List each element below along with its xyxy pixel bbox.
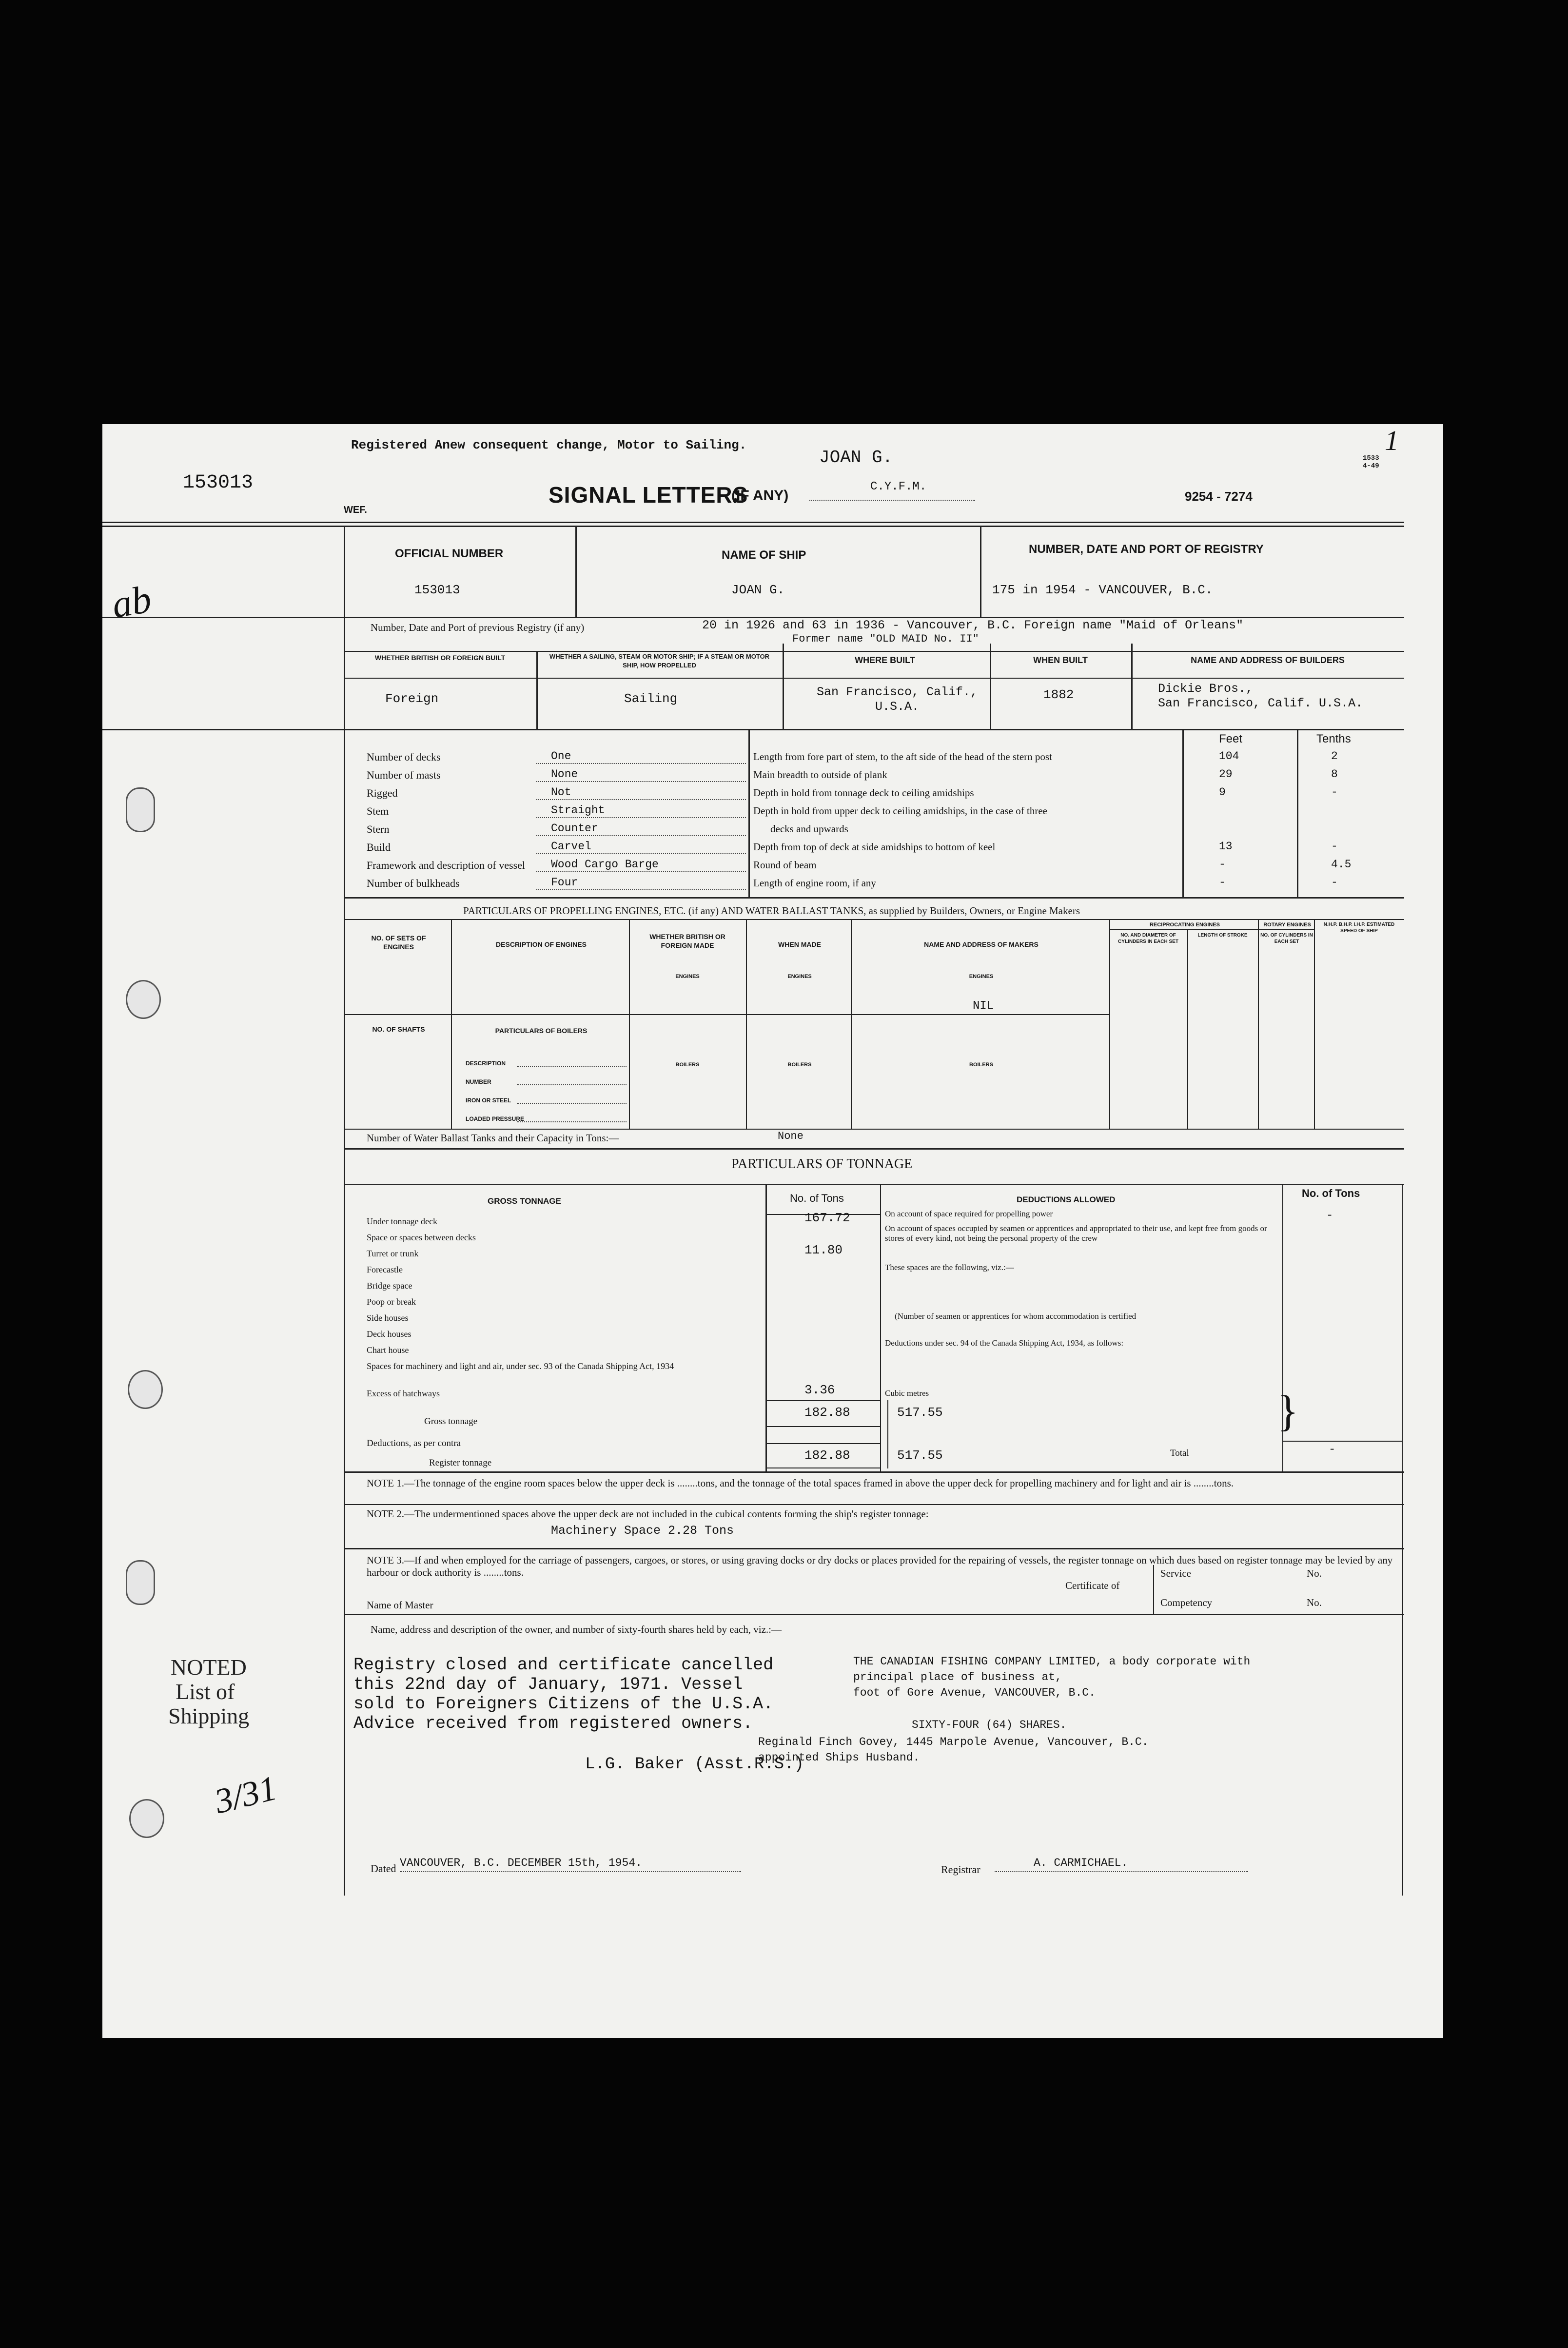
tonnage-row-label: Excess of hatchways <box>367 1389 440 1398</box>
dotted-leader <box>536 763 746 764</box>
particular-value: None <box>551 768 578 781</box>
deduction-4: (Number of seamen or apprentices for whom accommodation is certified <box>895 1311 1137 1321</box>
competency-label: Competency <box>1160 1597 1213 1608</box>
tonnage-row-value: 11.80 <box>804 1243 843 1257</box>
margin-mark: ab <box>108 577 155 627</box>
col-nhp: N.H.P. B.H.P. I.H.P. ESTIMATED SPEED OF SHIP <box>1323 922 1395 934</box>
deductions-contra-label: Deductions, as per contra <box>367 1438 461 1448</box>
signal-if-any: (IF ANY) <box>731 488 789 504</box>
punch-hole-1 <box>126 787 155 832</box>
ship-name: JOAN G. <box>731 583 785 597</box>
ballast-value: None <box>778 1130 804 1142</box>
total-value: - <box>1329 1443 1336 1456</box>
previous-registry: 20 in 1926 and 63 in 1936 - Vancouver, B.C. Foreign name "Maid of Orleans" <box>702 618 1244 632</box>
engines-nil: NIL <box>973 999 994 1013</box>
dated-label: Dated <box>371 1862 396 1875</box>
col-cylinders: NO. OF CYLINDERS IN EACH SET <box>1260 933 1313 944</box>
tonnage-row-label: Deck houses <box>367 1329 412 1339</box>
dimension-feet: 13 <box>1219 840 1233 853</box>
brace-mark: } <box>1277 1387 1299 1435</box>
tonnage-row-label: Forecastle <box>367 1265 403 1274</box>
col-desc-engines: DESCRIPTION OF ENGINES <box>496 940 587 948</box>
owner-line: THE CANADIAN FISHING COMPANY LIMITED, a body corporate with <box>853 1655 1251 1668</box>
tonnage-row-value: 167.72 <box>804 1211 850 1225</box>
tonnage-row-label: Space or spaces between decks <box>367 1233 476 1242</box>
competency-no-label: No. <box>1307 1597 1322 1608</box>
service-label: Service <box>1160 1567 1191 1579</box>
particular-label: Stern <box>367 823 390 835</box>
tonnage-row-label: Turret or trunk <box>367 1249 419 1258</box>
engines-word-3: ENGINES <box>969 974 994 979</box>
tenths-header: Tenths <box>1316 732 1351 745</box>
when-built-label: WHEN BUILT <box>1033 655 1088 665</box>
boilers-word-2: BOILERS <box>787 1062 812 1068</box>
former-name: Former name "OLD MAID No. II" <box>792 633 979 645</box>
engines-word-1: ENGINES <box>675 974 700 979</box>
deduction-1: On account of space required for propelling power <box>885 1209 1053 1218</box>
web-mark: WEF. <box>344 505 367 515</box>
ships-husband-2: appointed Ships Husband. <box>758 1751 920 1764</box>
particular-value: Not <box>551 786 571 799</box>
col-british-made: WHETHER BRITISH OR FOREIGN MADE <box>649 933 725 949</box>
feet-header: Feet <box>1219 732 1243 745</box>
gross-tonnage-tons: 182.88 <box>804 1405 850 1420</box>
deduction-value: - <box>1326 1209 1333 1222</box>
dimension-feet: 9 <box>1219 786 1226 799</box>
boilers-word-3: BOILERS <box>969 1062 993 1068</box>
tonnage-row-label: Poop or break <box>367 1297 416 1307</box>
dotted-leader <box>536 799 746 800</box>
engines-title: PARTICULARS OF PROPELLING ENGINES, ETC. (if any) AND WATER BALLAST TANKS, as supplied by Builders, Owners, or Engine Makers <box>463 905 1080 917</box>
note-3: NOTE 3.—If and when employed for the carriage of passengers, cargoes, or stores, or using graving docks or dry docks or places provided for the repairing of vessels, the register tonnage on which dues based on register tonnage may be levied by any harbour or dock authority is ........tons. <box>367 1554 1393 1578</box>
boiler-row-label: DESCRIPTION <box>466 1060 506 1067</box>
dotted-leader <box>517 1066 627 1067</box>
owner-line: principal place of business at, <box>853 1671 1062 1683</box>
boilers-title: PARTICULARS OF BOILERS <box>495 1027 588 1035</box>
particular-label: Number of decks <box>367 751 441 763</box>
dimension-tenths: 8 <box>1331 768 1338 781</box>
particular-label: Number of masts <box>367 769 441 781</box>
previous-registry-label: Number, Date and Port of previous Registry (if any) <box>371 622 585 633</box>
closure-line: sold to Foreigners Citizens of the U.S.A. <box>353 1694 774 1714</box>
tonnage-row-label: Bridge space <box>367 1281 412 1291</box>
note-2: NOTE 2.—The undermentioned spaces above the upper deck are not included in the cubical contents forming the ship's register tonnage: <box>367 1508 929 1520</box>
ship-title: JOAN G. <box>819 448 893 468</box>
punch-hole-2 <box>126 980 161 1019</box>
dotted-leader <box>536 889 746 890</box>
gross-tonnage-header: GROSS TONNAGE <box>488 1196 561 1206</box>
closure-line: this 22nd day of January, 1971. Vessel <box>353 1675 743 1694</box>
when-built: 1882 <box>1043 687 1074 702</box>
dimension-tenths: - <box>1331 876 1338 889</box>
master-label: Name of Master <box>367 1599 433 1611</box>
tonnage-row-label: Side houses <box>367 1313 409 1323</box>
dotted-leader <box>536 871 746 872</box>
signal-letters-value: C.Y.F.M. <box>870 480 927 493</box>
col-recip: RECIPROCATING ENGINES <box>1149 922 1220 928</box>
closure-line: Advice received from registered owners. <box>353 1714 753 1733</box>
dimension-feet: - <box>1219 876 1226 889</box>
tonnage-row-label: Chart house <box>367 1345 409 1355</box>
registry-ndp: 175 in 1954 - VANCOUVER, B.C. <box>992 583 1213 597</box>
col-sets-engines: NO. OF SETS OF ENGINES <box>371 934 426 951</box>
particular-label: Build <box>367 841 391 853</box>
particular-label: Stem <box>367 805 389 817</box>
dotted-leader <box>536 853 746 854</box>
particular-value: Carvel <box>551 840 591 853</box>
dotted-leader <box>517 1121 627 1122</box>
engines-word-2: ENGINES <box>787 974 812 979</box>
where-built: San Francisco, Calif., U.S.A. <box>816 685 978 714</box>
gross-tonnage-label: Gross tonnage <box>424 1416 478 1427</box>
registrar-value: A. CARMICHAEL. <box>1034 1857 1128 1869</box>
reference-codes: 9254 - 7274 <box>1185 489 1253 504</box>
no-of-shafts: NO. OF SHAFTS <box>372 1025 425 1033</box>
dotted-leader <box>536 835 746 836</box>
particular-value: Counter <box>551 822 598 835</box>
particular-value: One <box>551 750 571 763</box>
col-stroke: LENGTH OF STROKE <box>1197 933 1248 938</box>
note-2-value: Machinery Space 2.28 Tons <box>551 1524 734 1538</box>
amend-note: Registered Anew consequent change, Motor to Sailing. <box>351 438 747 452</box>
tons-header: No. of Tons <box>790 1192 844 1204</box>
registrar-label: Registrar <box>941 1863 980 1876</box>
registry-ndp-label: NUMBER, DATE AND PORT OF REGISTRY <box>1029 543 1264 556</box>
official-number: 153013 <box>414 583 460 597</box>
gross-tonnage-cubic: 517.55 <box>897 1405 943 1420</box>
margin-note: 3/31 <box>211 1768 281 1821</box>
particular-value: Straight <box>551 804 605 817</box>
register-tonnage-tons: 182.88 <box>804 1448 850 1463</box>
tonnage-row-value: 3.36 <box>804 1383 835 1397</box>
col-makers: NAME AND ADDRESS OF MAKERS <box>924 940 1039 948</box>
boilers-word-1: BOILERS <box>675 1062 700 1068</box>
tonnage-row-label: Spaces for machinery and light and air, under sec. 93 of the Canada Shipping Act, 1934 <box>367 1361 674 1371</box>
particular-value: Wood Cargo Barge <box>551 858 659 871</box>
col-diameter: NO. AND DIAMETER OF CYLINDERS IN EACH SET <box>1118 933 1178 944</box>
dotted-leader <box>517 1084 627 1085</box>
deductions-header: DEDUCTIONS ALLOWED <box>1017 1195 1116 1204</box>
closure-line: Registry closed and certificate cancelled <box>353 1655 774 1675</box>
deduction-3: These spaces are the following, viz.:— <box>885 1263 1014 1272</box>
dimension-tenths: - <box>1331 840 1338 853</box>
punch-hole-4 <box>126 1560 155 1605</box>
dimension-label: Depth in hold from upper deck to ceiling amidships, in the case of three <box>753 805 1048 817</box>
dimension-tenths: 4.5 <box>1331 858 1352 871</box>
certificate-label: Certificate of <box>1065 1580 1120 1591</box>
boiler-row-label: NUMBER <box>466 1078 491 1085</box>
punch-hole-3 <box>128 1370 163 1409</box>
right-tons-header: No. of Tons <box>1302 1187 1360 1199</box>
dotted-leader <box>517 1103 627 1104</box>
dimension-feet: 104 <box>1219 750 1239 763</box>
dimension-label: Length from fore part of stem, to the aft side of the head of the stern post <box>753 751 1052 763</box>
tonnage-row-label: Under tonnage deck <box>367 1216 437 1226</box>
dimension-label: Length of engine room, if any <box>753 877 876 889</box>
ballast-label: Number of Water Ballast Tanks and their Capacity in Tons:— <box>367 1132 619 1144</box>
particular-label: Framework and description of vessel <box>367 859 526 871</box>
official-number-label: OFFICIAL NUMBER <box>395 547 504 560</box>
dimension-tenths: 2 <box>1331 750 1338 763</box>
punch-hole-5 <box>129 1799 164 1838</box>
dated-value: VANCOUVER, B.C. DECEMBER 15th, 1954. <box>400 1857 642 1869</box>
dimension-feet: - <box>1219 858 1226 871</box>
ship-type: Sailing <box>624 691 678 706</box>
shares: SIXTY-FOUR (64) SHARES. <box>912 1719 1067 1731</box>
dimension-tenths: - <box>1331 786 1338 799</box>
particular-label: Number of bulkheads <box>367 877 460 889</box>
register-tonnage-cubic: 517.55 <box>897 1448 943 1463</box>
particular-label: Rigged <box>367 787 398 799</box>
dimension-label: decks and upwards <box>770 823 848 835</box>
dimension-label: Depth from top of deck at side amidships to bottom of keel <box>753 841 996 853</box>
deduction-2: On account of spaces occupied by seamen or apprentices and appropriated to their use, and kept free from goods or stores of every kind, not being the personal property of the crew <box>885 1224 1267 1243</box>
col-rotary: ROTARY ENGINES <box>1263 922 1311 928</box>
form-code: 1533 4-49 <box>1363 454 1379 470</box>
total-label: Total <box>1170 1448 1189 1458</box>
col-when-made: WHEN MADE <box>778 940 821 948</box>
dimension-feet: 29 <box>1219 768 1233 781</box>
deduction-5: Deductions under sec. 94 of the Canada Shipping Act, 1934, as follows: <box>885 1338 1124 1348</box>
ships-husband-1: Reginald Finch Govey, 1445 Marpole Avenue, Vancouver, B.C. <box>758 1736 1149 1748</box>
british-label: WHETHER BRITISH OR FOREIGN BUILT <box>374 654 506 662</box>
tonnage-title: PARTICULARS OF TONNAGE <box>731 1156 913 1172</box>
builders-1: Dickie Bros., <box>1158 682 1254 696</box>
builders-2: San Francisco, Calif. U.S.A. <box>1158 696 1363 710</box>
owner-line: foot of Gore Avenue, VANCOUVER, B.C. <box>853 1686 1096 1699</box>
official-number-margin: 153013 <box>183 472 254 494</box>
page-mark: 1 <box>1385 425 1399 456</box>
noted-stamp: NOTED List of Shipping <box>168 1655 250 1728</box>
signal-letters-label: SIGNAL LETTERS <box>549 482 748 508</box>
ship-name-label: NAME OF SHIP <box>722 548 806 562</box>
closure-signature: L.G. Baker (Asst.R.S.) <box>585 1755 804 1774</box>
dimension-label: Depth in hold from tonnage deck to ceiling amidships <box>753 787 974 799</box>
british-value: Foreign <box>385 691 439 706</box>
dotted-leader <box>536 817 746 818</box>
ship-type-label: WHETHER A SAILING, STEAM OR MOTOR SHIP; IF A STEAM OR MOTOR SHIP, HOW PROPELLED <box>549 653 770 669</box>
boiler-row-label: IRON OR STEEL <box>466 1097 511 1104</box>
dotted-leader <box>536 781 746 782</box>
particular-value: Four <box>551 876 578 889</box>
cubic-metres-label: Cubic metres <box>885 1389 929 1398</box>
note-1: NOTE 1.—The tonnage of the engine room spaces below the upper deck is ........tons, and the tonnage of the total spaces framed in above the upper deck for propelling machinery and for light and air is ........tons. <box>367 1477 1234 1489</box>
boiler-row-label: LOADED PRESSURE <box>466 1115 525 1122</box>
owner-label: Name, address and description of the owner, and number of sixty-fourth shares held by each, viz.:— <box>371 1624 782 1635</box>
service-no-label: No. <box>1307 1567 1322 1579</box>
dimension-label: Main breadth to outside of plank <box>753 769 887 781</box>
builders-label: NAME AND ADDRESS OF BUILDERS <box>1191 655 1345 665</box>
where-built-label: WHERE BUILT <box>855 655 915 665</box>
register-tonnage-label: Register tonnage <box>429 1458 492 1468</box>
dimension-label: Round of beam <box>753 859 817 871</box>
